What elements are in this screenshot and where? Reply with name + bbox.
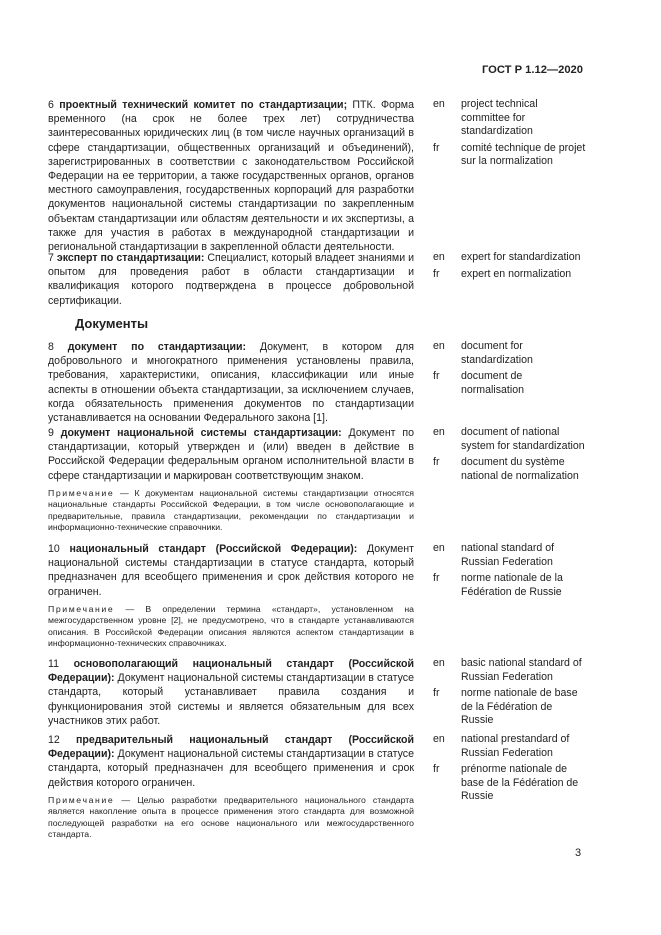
term-number: 10 — [48, 543, 60, 555]
note-text: — В определении термина «стандарт», установленном на межгосударственном уровне [2], не предусмотрено, что в стандарте устанавливаются описания. В Российской Федерации описания являются аспектом стандартизации в информационно-технических справочниках. — [48, 603, 414, 649]
term-definition — [48, 340, 414, 425]
definition-text: Документ по стандартизации, который утвержден и (или) введен в действие в Российской Федерации федеральным органом исполнительной власти в сфере стандартизации и маркирован соответствующим знаком. — [48, 427, 414, 482]
note-label: Примечание — [48, 603, 115, 614]
document-code: ГОСТ Р 1.12—2020 — [481, 64, 583, 76]
term-entry-6 — [48, 98, 613, 254]
term-number: 11 — [48, 658, 59, 670]
definition-text: Специалист, который владеет знаниями и опытом для проведения работ в области стандартизации и квалификация которого подтверждена в процессе добровольной сертификации. — [48, 252, 414, 307]
term-definition — [48, 733, 414, 790]
lang-code: fr — [433, 687, 440, 700]
lang-code: en — [433, 657, 445, 669]
translation-text: comité technique de projet sur la normalization — [461, 141, 586, 168]
page-number: 3 — [575, 847, 582, 859]
translation-text: expert en normalization — [461, 267, 572, 280]
term-entry-7 — [48, 251, 613, 308]
term-name: национальный стандарт (Российской Федерации): — [69, 543, 358, 555]
term-number: 9 — [48, 427, 54, 439]
term-definition — [48, 98, 414, 254]
translation-text: document de normalisation — [461, 370, 525, 396]
term-definition — [48, 657, 414, 728]
note-text: — Целью разработки предварительного национального стандарта является накопление опыта в процессе применения этого стандарта для возможной последующей разработки на его основе национального или межгосударственного стандарта. — [48, 794, 414, 840]
definition-text: Документ национальной системы стандартизации в статусе стандарта, который предназначен для всеобщего применения и срок действия которого ограничен. — [48, 748, 414, 789]
lang-code: fr — [433, 456, 440, 469]
definition-text: Документ национальной системы стандартизации в статусе стандарта, который предназначен для всеобщего применения и срок действия которого не ограничен. — [48, 543, 414, 598]
note — [48, 488, 414, 534]
definition-text: ПТК. Форма временного (на срок не более трех лет) сотрудничества заинтересованных юридических лиц (в том числе научных организаций в сфере стандартизации, общественных организаций и объединений), зарегистрированных в соответствии с законодательством Российской Федерации на ее территории, а также государственных органов, органов местного самоуправления, государственных корпораций для разработки документов национальной системы стандартизации по закрепленным объектам стандартизации или областям деятельности и их экспертизы, а также для участия в работах в международной стандартизации и региональной стандартизации в закрепленной области деятельности. — [48, 99, 414, 254]
term-entry-10 — [48, 542, 613, 649]
lang-code: fr — [433, 763, 440, 776]
term-name: документ по стандартизации: — [67, 341, 246, 353]
term-name: эксперт по стандартизации: — [56, 252, 205, 264]
translation-text: document du système national de normalization — [461, 456, 579, 482]
term-name: основополагающий национальный стандарт (Российской Федерации): — [48, 658, 414, 685]
term-number: 8 — [48, 341, 54, 353]
term-number: 7 — [48, 252, 54, 264]
term-entry-11 — [48, 657, 613, 728]
lang-code: en — [433, 426, 445, 438]
lang-code: en — [433, 251, 445, 263]
term-entry-12 — [48, 733, 613, 840]
translations — [432, 98, 622, 172]
note-text: — К документам национальной системы стандартизации относятся национальные стандарты Российской Федерации, в том числе основополагающие и предварительные, правила стандартизации, рекомендации по стандартизации и информационно-технические справочники. — [48, 487, 414, 533]
term-number: 12 — [48, 734, 60, 746]
term-name: проектный технический комитет по стандартизации; — [59, 99, 348, 111]
definition-text: Документ, в котором для добровольного и многократного применения установлены правила, требования, характеристики, описания, классификации или иные аспекты в отношении объекта стандартизации, за исключением случаев, когда обязательность применения документов по стандартизации устанавливается на основании Федерального закона [1]. — [48, 341, 414, 425]
note-label: Примечание — [48, 487, 115, 498]
translations — [432, 426, 622, 486]
term-name: документ национальной системы стандартизации: — [60, 427, 342, 439]
translations — [432, 657, 622, 731]
term-entry-9 — [48, 426, 613, 533]
translation-text: national standard of Russian Federation — [461, 542, 555, 568]
term-entry-8 — [48, 340, 613, 425]
lang-code: en — [433, 98, 445, 110]
lang-code: en — [433, 542, 445, 554]
translation-text: national prestandard of Russian Federation — [461, 733, 570, 759]
lang-code: fr — [433, 572, 440, 585]
translation-text: norme nationale de la Fédération de Russie — [461, 572, 563, 598]
lang-code: fr — [433, 141, 440, 154]
translation-text: project technical committee for standardization — [461, 98, 538, 138]
translation-text: expert for standardization — [461, 251, 581, 263]
note-label: Примечание — [48, 794, 115, 805]
term-name: предварительный национальный стандарт (Российской Федерации): — [48, 734, 414, 761]
note — [48, 604, 414, 650]
lang-code: en — [433, 733, 445, 745]
translations — [432, 340, 622, 400]
section-title: Документы — [75, 316, 149, 331]
translation-text: prénorme nationale de base de la Fédération de Russie — [461, 763, 579, 803]
translation-text: basic national standard of Russian Federation — [461, 657, 582, 683]
definition-text: Документ национальной системы стандартизации в статусе стандарта, который устанавливает правила создания и функционирования этой системы и является обязательным для всех участников этих работ. — [48, 672, 414, 727]
term-number: 6 — [48, 99, 54, 111]
translations — [432, 251, 622, 284]
translation-text: document of national system for standardization — [461, 426, 585, 452]
translations — [432, 542, 622, 602]
translations — [432, 733, 622, 807]
translation-text: norme nationale de base de la Fédération de Russie — [461, 687, 578, 727]
lang-code: fr — [433, 370, 440, 383]
lang-code: en — [433, 340, 445, 352]
term-definition — [48, 251, 414, 308]
translation-text: document for standardization — [461, 340, 533, 366]
note — [48, 795, 414, 841]
term-definition — [48, 426, 414, 483]
lang-code: fr — [433, 267, 440, 280]
term-definition — [48, 542, 414, 599]
